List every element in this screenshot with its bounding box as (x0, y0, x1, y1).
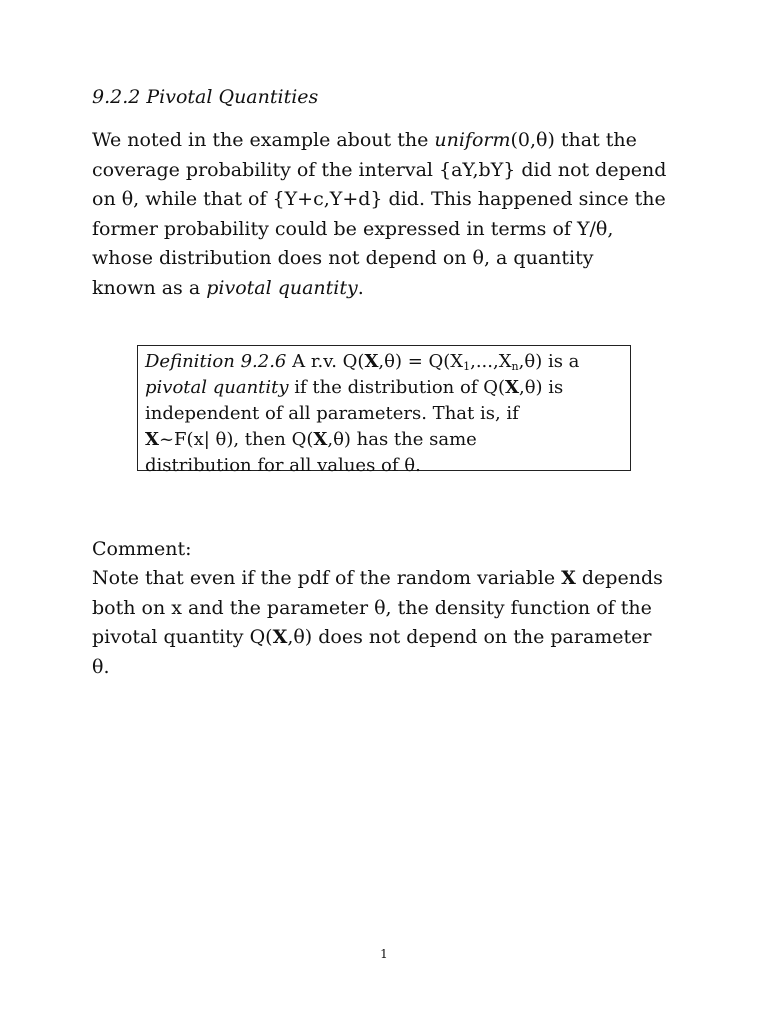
definition-box (137, 345, 631, 476)
definition-line-2: pivotal quantity if the distribution of Q(X,θ) is (145, 377, 564, 398)
intro-line-4: former probability could be expressed in terms of Y/θ, (92, 217, 614, 240)
comment-line-4: θ. (92, 655, 110, 678)
definition-line-4: X~F(x| θ), then Q(X,θ) has the same (145, 429, 477, 450)
intro-line-3: on θ, while that of {Y+c,Y+d} did. This happened since the (92, 188, 666, 210)
pivotal-quantity-term: pivotal quantity (206, 276, 358, 299)
intro-paragraph (92, 126, 682, 303)
page-number: 1 (380, 947, 388, 961)
intro-line-5: whose distribution does not depend on θ, a quantity (92, 247, 594, 269)
intro-line-6: known as a pivotal quantity. (92, 276, 364, 299)
definition-line-1: Definition 9.2.6 A r.v. $Q(X,\theta) = Q(X_1,...,X_n,\theta)$ is a (145, 351, 580, 373)
comment-paragraph (92, 564, 682, 682)
comment-line-1: Note that even if the pdf of the random variable X depends (92, 567, 663, 589)
comment-line-3: pivotal quantity Q(X,θ) does not depend on the parameter (92, 626, 652, 648)
definition-label: Definition 9.2.6 (145, 351, 287, 372)
section-heading: 9.2.2 Pivotal Quantities (92, 86, 319, 108)
comment-line-2: both on x and the parameter θ, the density function of the (92, 596, 652, 619)
comment-title: Comment: (92, 538, 192, 560)
intro-line-1: We noted in the example about the uniform(0,θ) that the (92, 129, 637, 151)
intro-line-2: coverage probability of the interval {aY,bY} did not depend (92, 158, 667, 181)
definition-line-3: independent of all parameters. That is, if (145, 403, 519, 424)
uniform-term: uniform (434, 129, 511, 151)
definition-line-5: distribution for all values of θ. (145, 455, 421, 476)
